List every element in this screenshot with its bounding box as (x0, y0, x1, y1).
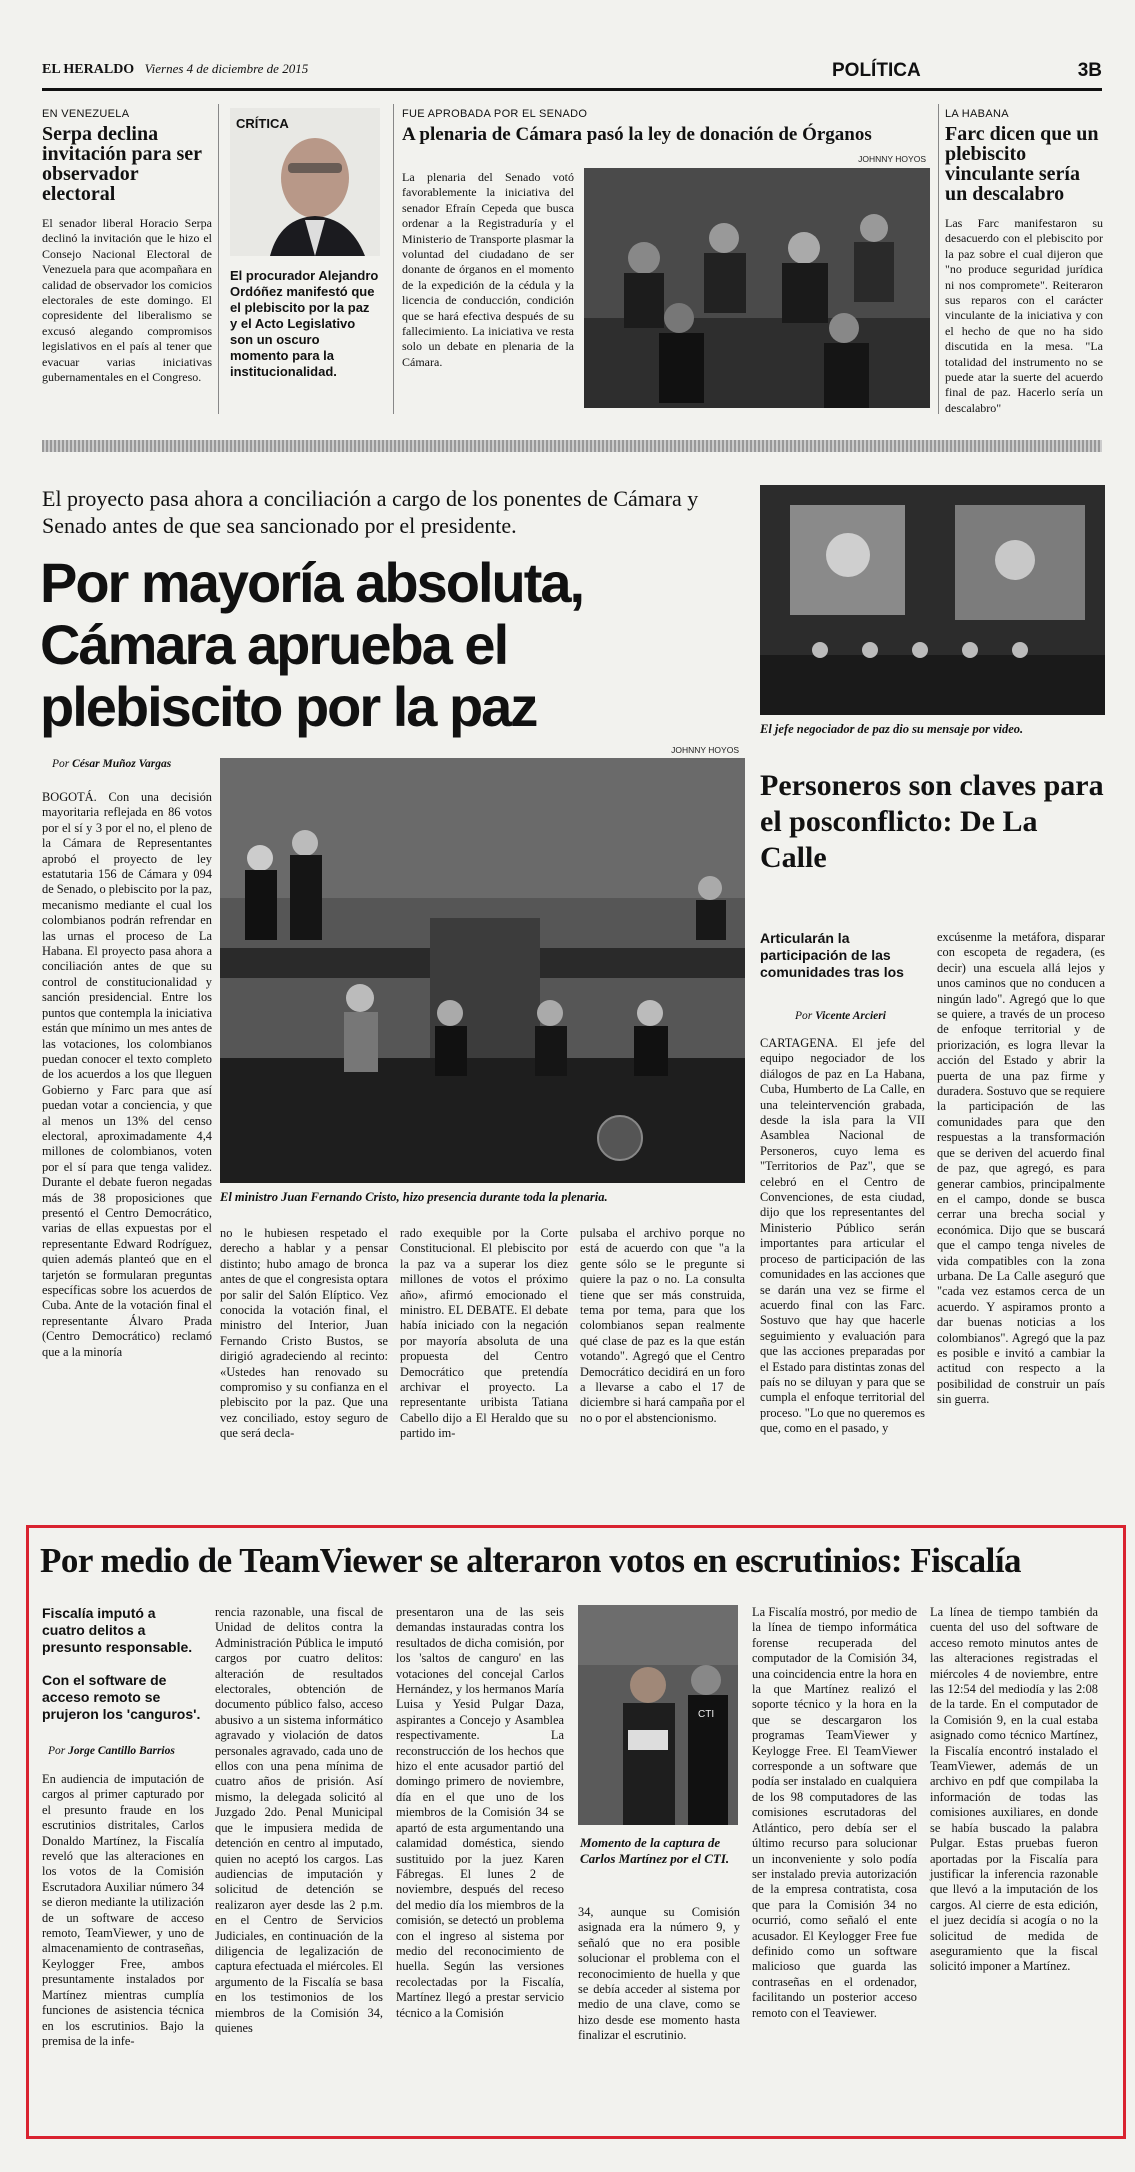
bottom-photo (578, 1605, 738, 1825)
byline-prefix: Por (52, 758, 70, 770)
column-divider (393, 104, 394, 414)
side-photo (760, 485, 1105, 715)
bottom-byline (48, 1745, 175, 1757)
svg-text:CTI: CTI (698, 1709, 715, 1720)
column-divider (938, 104, 939, 414)
critica-label: CRÍTICA (236, 116, 289, 131)
capture-image (578, 1605, 738, 1825)
side-byline (795, 1010, 886, 1022)
bottom-sub-2: Con el software de acceso remoto se prujeron los 'canguros'. (42, 1672, 201, 1722)
photo-credit: JOHNNY HOYOS (671, 745, 739, 755)
brief-donacion (402, 108, 932, 369)
header-rule (42, 88, 1102, 91)
body-text: La plenaria del Senado votó favorablemente la iniciativa del senador Efraín Cepeda que busca ordenar a la Registraduría y el Ministerio de Transporte plasmar la voluntad del ciudadano de ser donante de órganos en el momento de la expedición de la cédula y la licencia de conducción, condición que se hará efectiva después de su fallecimiento. La iniciativa ve resta solo un debate en plenaria de la Cámara. (402, 170, 574, 369)
headline: A plenaria de Cámara pasó la ley de donación de Órganos (402, 124, 872, 145)
bottom-col-1: En audiencia de imputación de cargos al primer capturado por el presunto fraude en los escrutinios distritales, Carlos Donaldo Martínez, la Fiscalía reveló que las alteraciones en los votos de la Comisión Escrutadora Auxiliar número 34 se dieron mediante la utilización de un software de acceso remoto, TeamViewer, y uno de almacenamiento de contraseñas, Keylogger Free, ambos presuntamente instalados por Martínez mientras cumplía funciones de asistencia técnica en los escrutinios. Bajo la premisa de la infe- (42, 1772, 204, 2048)
main-col-3: rado exequible por la Corte Constitucional. El plebiscito por la paz va a superar los diez millones de votos el próximo año», afirmó emocionado el ministro. EL DEBATE. El debate había iniciado con la negación por mayoría absoluta de una propuesta del Centro Democrático que pretendía archivar el proyecto. La representante uribista Tatiana Cabello dijo a El Heraldo que su partido im- (400, 1226, 568, 1441)
column-divider (218, 104, 219, 414)
main-col-4: pulsaba el archivo porque no está de acuerdo con que "a la gente sólo se le pregunte si quiere la paz o no. La consulta tiene que ser más construida, tema por tema, para que los colombianos sepan realmente qué clase de paz es la que están votando". Agregó que el Centro Democrático decidirá en un foro a llevarse a cabo el 17 de diciembre si hará campaña por el no o por el abstencionismo. (580, 1226, 745, 1425)
main-deck: El proyecto pasa ahora a conciliación a cargo de los ponentes de Cámara y Senado antes de que sea sancionado por el presidente. (42, 486, 699, 538)
brief-farc (945, 108, 1103, 431)
section-name: POLÍTICA (832, 60, 921, 81)
side-headline: Personeros son claves para el posconflicto: De La Calle (760, 769, 1104, 874)
kicker: EN VENEZUELA (42, 108, 130, 120)
kicker: LA HABANA (945, 108, 1009, 120)
critica-text: El procurador Alejandro Ordóñez manifestó que el plebiscito por la paz y el Acto Legislativo son un oscuro momento para la institucionalidad. (230, 268, 379, 379)
kicker: FUE APROBADA POR EL SENADO (402, 108, 588, 120)
photo-credit: JOHNNY HOYOS (858, 154, 926, 164)
chamber-image (220, 758, 745, 1183)
plenary-image (584, 168, 930, 408)
brief-serpa (42, 108, 212, 431)
body-text: Las Farc manifestaron su desacuerdo con el plebiscito por la paz sobre el cual dijeron que "no produce seguridad jurídica ni nos compromete". Reiteraron sus reparos con el carácter vinculante de la iniciativa y con el hecho de que no ha sido discutida en la mesa. "La totalidad del instrumento no se puede atar la suerte del acuerdo final de paz. Hacerlo sería un descalabro" (945, 216, 1103, 415)
body-text: El senador liberal Horacio Serpa declinó la invitación que le hizo el Consejo Nacional Electoral de Venezuela para que acompañara en calidad de observador los comicios electorales de este domingo. El copresidente del liberalismo se excusó alegando compromisos legislativos en el país al tener que evacuar varias iniciativas gubernamentales en el Congreso. (42, 216, 212, 385)
bottom-photo-caption: Momento de la captura de Carlos Martínez por el CTI. (580, 1835, 730, 1866)
byline-name: Jorge Cantillo Barrios (68, 1745, 175, 1757)
byline-name: Vicente Arcieri (815, 1010, 886, 1022)
issue-date: Viernes 4 de diciembre de 2015 (144, 61, 309, 76)
assembly-image (760, 485, 1105, 715)
main-col-1: BOGOTÁ. Con una decisión mayoritaria reflejada en 86 votos por el sí y 3 por el no, el pleno de la Cámara de Representantes aprobó el proyecto de ley estatutaria 156 de Cámara y 094 de Senado, o plebiscito por la paz, mecanismo mediante el cual los colombianos podrán refrendar en las urnas el proceso de La Habana. El proyecto pasa ahora a conciliación antes de que su control de constitucionalidad y sanción presidencial. Entre los puntos que contempla la iniciativa están que mínimo un mes antes de las votaciones, los colombianos puedan conocer el texto completo de los acuerdos a los que lleguen Gobierno y Farc para que así puedan votar a conciencia, y que al menos un 13% del censo electoral, aproximadamente 4,4 millones de colombianos, voten por el sí para que tenga validez. Durante el debate fueron negadas más de 38 proposiciones que presentó el Centro Democrático, varias de ellas expuestas por el representante Edward Rodríguez, quien además planteó que en el tarjetón se formularan preguntas específicas sobre los acuerdos de Cuba. Ante de la votación final el representante Álvaro Prada (Centro Democrático) reclamó que a la minoría (42, 790, 212, 1359)
critica-portrait (230, 108, 380, 256)
main-byline (52, 758, 171, 770)
masthead (42, 60, 1102, 84)
byline-prefix: Por (48, 1745, 66, 1757)
main-col-2: no le hubiesen respetado el derecho a hablar y a pensar distinto; hubo amago de bronca antes de que el congresista optara por salir del Salón Elíptico. Vez conocida la votación final, el ministro del Interior, Juan Fernando Cristo Bustos, se dirigió agradeciendo al recinto: «Ustedes han renovado su compromiso y su confianza en el plebiscito por la paz. Que una vez conciliado, estoy seguro de que será decla- (220, 1226, 388, 1441)
critica-box (230, 108, 385, 408)
side-col-2: excúsenme la metáfora, disparar con escopeta de regadera, (es decir) una escuela allá lejos y unos caminos que no conducen a ningún lado". Agregó que lo que se quiere, a través de un proceso de enfoque territorial y de priorización, es logra llevar la acción del Estado y abrir la puerta de una paz firme y duradera. Sostuvo que se requiere la participación de las comunidades para que den respuestas a la transformación que se deriven del acuerdo final de paz, que agregó, es para generar cambios, principalmente en el campo, donde se busca cerrar una brecha social y económica. Dijo que se buscará que el campo tenga niveles de vida compatibles con la zona urbana. De La Calle aseguró que "cada vez estamos cerca de un acuerdo. Y aspiramos pronto a dar buenas noticias a los colombianos". Agregó que la paz es posible e invitó a cambiar la actitud con respecto a la posibilidad de construir un país sin guerra. (937, 930, 1105, 1407)
page-number: 3B (1077, 60, 1102, 81)
side-subhead: Articularán la participación de las comunidades tras los (760, 930, 904, 980)
bottom-col-6: La línea de tiempo también da cuenta del uso del software de acceso remoto minutos antes de las alteraciones registradas el miércoles 4 de noviembre, entre las 12:54 del mediodía y las 2:08 de la tarde. En el computador de la Comisión 9, en la cual estaba asignado como técnico Martínez, la Fiscalía encontró instalado el TeamViewer, además de un archivo en pdf que compilaba la información de todas las comisiones auxiliares, en donde se había buscado la palabra Pulgar. Estas pruebas fueron aportadas por la Fiscalía para justificar la inferencia razonable que llevó a la imputación de los cargos. Al cierre de esta edición, el juez decidía si acogía o no la solicitud de medida de aseguramiento que la fiscal solicitó imponer a Martínez. (930, 1605, 1098, 1974)
bottom-col-2: rencia razonable, una fiscal de Unidad de delitos contra la Administración Pública le imputó cargos por cuatro delitos: alteración de resultados electorales, obtención de documento público falso, acceso abusivo a un sistema informático agravado y violación de datos personales agravado, cada uno de ellos con una pena mínima de cuatro años de prisión. Así mismo, la delegada solicitó al Juzgado 2do. Penal Municipal que le impusiera medida de detención en centro al imputado, quien no aceptó los cargos. Las audiencias de imputación y solicitud de detención se realizaron ayer desde las 2 p.m. en el Centro de Servicios Judiciales, en continuación de la diligencia de legalización de captura efectuada el miércoles. El argumento de la Fiscalía se basa en los testimonios de los miembros de la Comisión 34, quienes (215, 1605, 383, 2035)
byline-name: César Muñoz Vargas (72, 758, 172, 770)
byline-prefix: Por (795, 1010, 813, 1022)
main-photo-caption: El ministro Juan Fernando Cristo, hizo presencia durante toda la plenaria. (220, 1190, 608, 1204)
headline: Serpa declina invitación para ser observador electoral (42, 123, 202, 205)
side-photo-caption: El jefe negociador de paz dio su mensaje por video. (760, 722, 1024, 736)
bottom-sub-1: Fiscalía imputó a cuatro delitos a presunto responsable. (42, 1605, 193, 1655)
bottom-headline: Por medio de TeamViewer se alteraron votos en escrutinios: Fiscalía (40, 1541, 1022, 1580)
bottom-col-5: La Fiscalía mostró, por medio de la línea de tiempo informática forense recuperada del computador de la Comisión 34, una coincidencia entre la hora en la que Martínez realizó el soporte técnico y la hora en la que se descargaron los programas TeamViewer y Keylogge Free. El TeamViewer corresponde a un software que podía ser instalado en cualquiera de los 98 computadores de las comisiones escrutadoras del Atlántico, pero debía ser el último recurso para solucionar un inconveniente y solo podía ser instalado previa autorización de la empresa contratista, cosa que para la Comisión 34 no ocurrió, como señaló el ente acusador. El Keylogger Free fue definido como un software malicioso que guarda las contraseñas en el ordenador, facilitando un posterior acceso remoto con el Teaviewer. (752, 1605, 917, 2020)
section-separator (42, 440, 1102, 452)
side-col-1: CARTAGENA. El jefe del equipo negociador de los diálogos de paz en La Habana, Cuba, Humberto de La Calle, en una teleintervención grabada, desde la isla para la VII Asamblea Nacional de Personeros, cuyo lema es "Territorios de Paz", que se celebró en el Centro de Convenciones, de esta ciudad, dijo que los representantes del Ministerio Público serán importantes para articular el proceso de participación de las comunidades en las acciones que se darán una vez se firme el acuerdo final con las Farc. Sostuvo que hay que hacerle seguimiento y evaluación para que las acciones preparadas por el Estado para distintas zonas del país no se diluyan y para que se cumpla el enfoque territorial del proceso. "Lo que no queremos es que, como en el pasado, y (760, 1036, 925, 1436)
headline: Farc dicen que un plebiscito vinculante sería un descalabro (945, 123, 1099, 205)
main-headline: Por mayoría absoluta, Cámara aprueba el plebiscito por la paz (40, 551, 584, 738)
paper-name: EL HERALDO (42, 62, 135, 77)
plenary-photo (584, 154, 930, 408)
bottom-col-4: 34, aunque su Comisión asignada era la número 9, y señaló que no era posible solucionar el problema con el reconocimiento de huella y que se debía acceder al sistema por medio de una clave, como se hizo desde ese momento hasta finalizar el escrutinio. (578, 1905, 740, 2043)
main-photo (220, 745, 745, 1183)
bottom-col-3: presentaron una de las seis demandas instauradas contra los resultados de dicha comisión, por los 'saltos de canguro' en las votaciones del concejal Carlos Hernández, y los hermanos María Luisa y Yesid Pulgar Daza, aspirantes a Concejo y Asamblea respectivamente. La reconstrucción de los hechos que hizo el ente acusador partió del domingo primero de noviembre, día en el que uno de los miembros de la Comisión 34 se apartó de esta argumentando una calamidad doméstica, siendo sustituido por la juez Karen Fábregas. El lunes 2 de noviembre, después del receso del medio día los miembros de la comisión, se detectó un problema con el ingreso al sistema por medio del reconocimiento de huella. Según las versiones recolectadas por la Fiscalía, Martínez llegó a prestar servicio técnico a la Comisión (396, 1605, 564, 2020)
